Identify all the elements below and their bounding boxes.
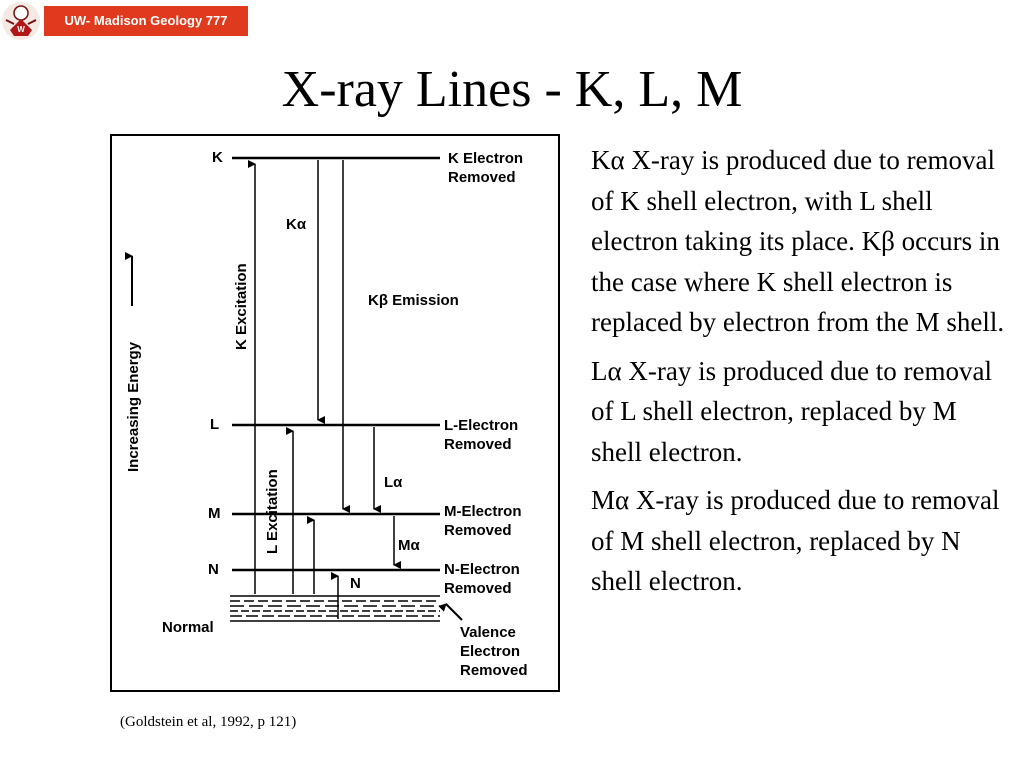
valence-label-1: Valence xyxy=(460,624,516,641)
increasing-energy-label: Increasing Energy xyxy=(125,341,142,472)
k-removed-label-1: K Electron xyxy=(448,150,524,167)
l-removed-label-1: L-Electron xyxy=(444,417,519,434)
valence-label-3: Removed xyxy=(460,662,528,679)
k-alpha-label: Kα xyxy=(286,216,307,233)
n-removed-label-2: Removed xyxy=(444,580,512,597)
level-n-label: N xyxy=(208,561,219,578)
n-transition-label: N xyxy=(350,575,361,592)
badger-mascot-icon xyxy=(0,0,42,42)
svg-text:W: W xyxy=(17,25,25,34)
level-m-label: M xyxy=(208,505,221,522)
l-excitation-label: L Excitation xyxy=(264,469,281,554)
citation: (Goldstein et al, 1992, p 121) xyxy=(120,714,297,730)
k-removed-label-2: Removed xyxy=(448,169,516,186)
level-l-label: L xyxy=(210,416,220,433)
l-alpha-label: Lα xyxy=(384,474,403,491)
energy-level-diagram xyxy=(110,134,560,692)
valence-label-2: Electron xyxy=(460,643,521,660)
level-k-label: K xyxy=(212,149,223,166)
l-removed-label-2: Removed xyxy=(444,436,512,453)
m-alpha-paragraph: Mα X-ray is produced due to removal of M shell electron, replaced by N shell electron. xyxy=(591,485,1000,596)
l-alpha-paragraph: Lα X-ray is produced due to removal of L shell electron, replaced by M shell electron. xyxy=(591,355,993,467)
explanation-text xyxy=(591,140,1011,610)
m-removed-label-2: Removed xyxy=(444,522,512,539)
k-excitation-label: K Excitation xyxy=(233,263,250,350)
level-normal-label: Normal xyxy=(162,619,214,636)
m-alpha-label: Mα xyxy=(398,537,420,554)
slide-title: X-ray Lines - K, L, M xyxy=(281,61,743,118)
k-alpha-paragraph: Kα X-ray is produced due to removal of K shell electron, with L shell electron taking its place. Kβ occurs in the case where K shell electron is replaced by electron from the M shell. xyxy=(591,145,1005,337)
n-removed-label-1: N-Electron xyxy=(444,561,520,578)
k-beta-emission-label: Kβ Emission xyxy=(368,292,459,309)
m-removed-label-1: M-Electron xyxy=(444,503,522,520)
course-badge: UW- Madison Geology 777 xyxy=(44,6,248,36)
